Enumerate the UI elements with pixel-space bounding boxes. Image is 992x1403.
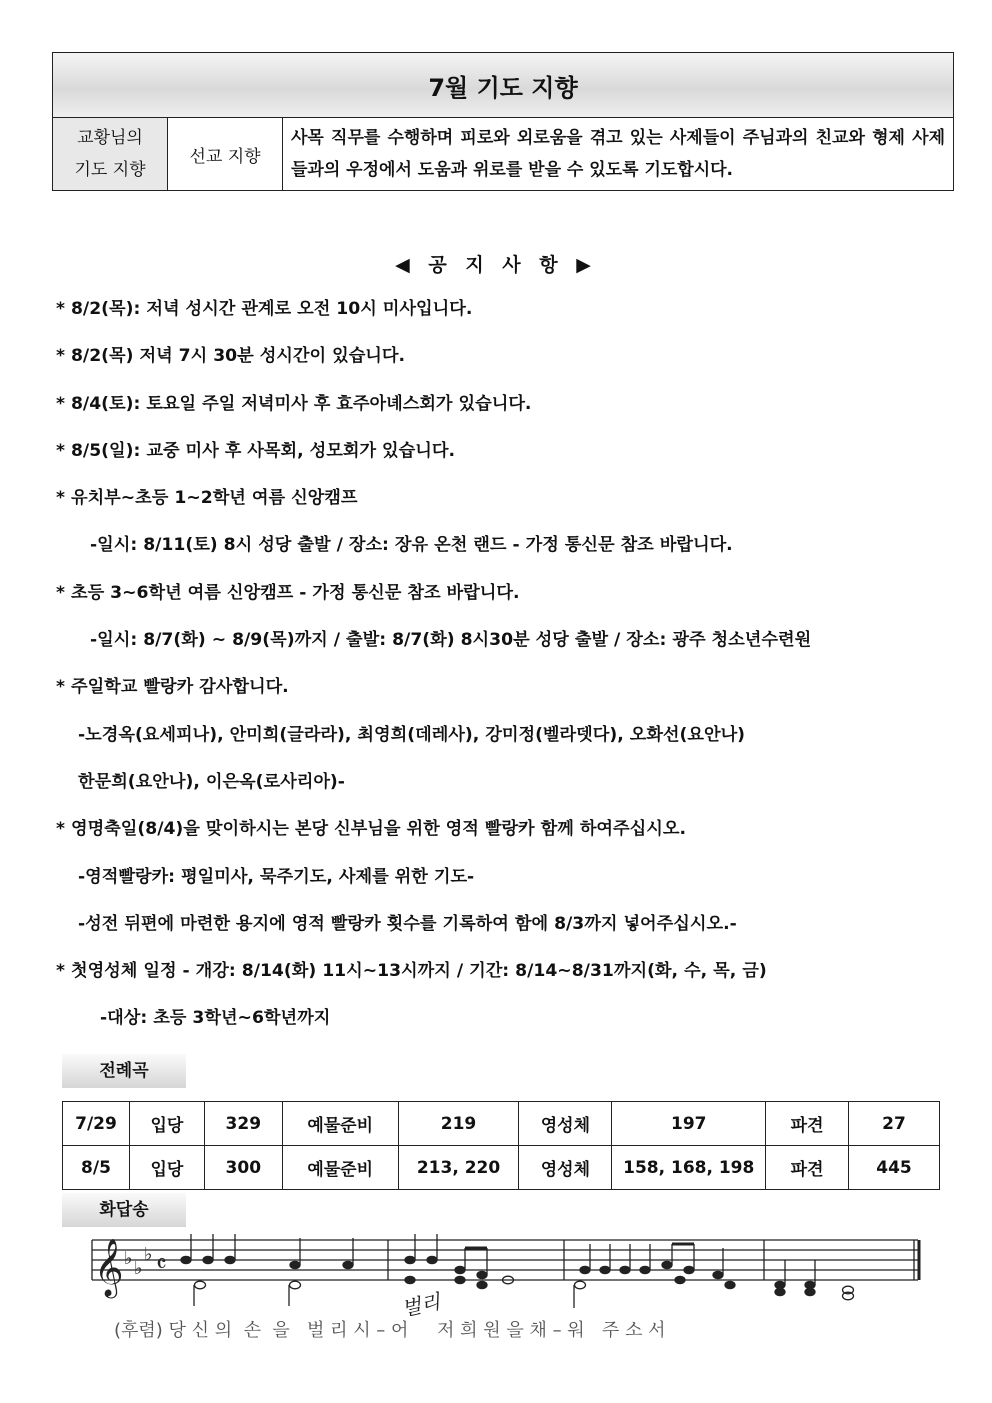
flat-icon: ♭ — [134, 1258, 143, 1279]
table-cell: 입당 — [129, 1102, 204, 1146]
psalm-score — [90, 1228, 930, 1348]
notice-list — [56, 292, 956, 1049]
psalm-section-label: 화답송 — [62, 1193, 186, 1227]
table-cell: 27 — [849, 1102, 940, 1146]
table-cell: 영성체 — [519, 1102, 612, 1146]
notice-line: * 첫영성체 일정 - 개강: 8/14(화) 11시~13시까지 / 기간: 8/14~8/31까지(화, 수, 목, 금) — [56, 961, 767, 982]
handwritten-note: 벌리 — [399, 1289, 443, 1321]
table-cell: 445 — [849, 1146, 940, 1190]
table-cell: 158, 168, 198 — [612, 1146, 766, 1190]
notice-line: * 주일학교 빨랑카 감사합니다. — [56, 677, 289, 698]
notice-line: -영적빨랑카: 평일미사, 묵주기도, 사제를 위한 기도- — [78, 866, 475, 887]
notice-line: * 8/4(토): 토요일 주일 저녁미사 후 효주아녜스회가 있습니다. — [56, 393, 532, 414]
treble-clef-icon: 𝄞 — [94, 1238, 124, 1296]
intention-text: 사목 직무를 수행하며 피로와 외로움을 겪고 있는 사제들이 주님과의 친교와 형제 사제들과의 우정에서 도움과 위로를 받을 수 있도록 기도합시다. — [283, 118, 954, 191]
notice-line: -성전 뒤편에 마련한 용지에 영적 빨랑카 횟수를 기록하여 함에 8/3까지 넣어주십시오.- — [78, 913, 737, 934]
table-cell: 영성체 — [519, 1146, 612, 1190]
psalm-lyrics: (후렴) 당 신 의 손 을 벌 리 시 – 어 저 희 원 을 채 – 워 주 소 서 — [114, 1320, 666, 1341]
notice-line: * 영명축일(8/4)을 맞이하시는 본당 신부님을 위한 영적 빨랑카 함께 하여주십시오. — [56, 819, 686, 840]
common-time-icon: 𝄴 — [156, 1250, 167, 1278]
table-row — [63, 1102, 940, 1146]
table-cell: 197 — [612, 1102, 766, 1146]
notice-line: * 8/2(목): 저녁 성시간 관계로 오전 10시 미사입니다. — [56, 299, 473, 319]
pope-intention-label: 교황님의 기도 지향 — [53, 118, 168, 191]
notice-line: -대상: 초등 3학년~6학년까지 — [100, 1008, 331, 1029]
notice-line: * 유치부~초등 1~2학년 여름 신앙캠프 — [56, 488, 358, 509]
table-cell: 329 — [204, 1102, 282, 1146]
notice-line: -일시: 8/11(토) 8시 성당 출발 / 장소: 장유 온천 랜드 - 가정 통신문 참조 바랍니다. — [90, 535, 733, 556]
flat-icon: ♭ — [124, 1248, 133, 1269]
notice-line: * 초등 3~6학년 여름 신앙캠프 - 가정 통신문 참조 바랍니다. — [56, 582, 520, 603]
table-cell: 예물준비 — [282, 1146, 398, 1190]
table-cell: 213, 220 — [398, 1146, 519, 1190]
table-cell: 219 — [398, 1102, 519, 1146]
notice-line: * 8/5(일): 교중 미사 후 사목회, 성모회가 있습니다. — [56, 440, 455, 461]
table-cell: 8/5 — [63, 1146, 130, 1190]
notice-line: -노경옥(요세피나), 안미희(글라라), 최영희(데레사), 강미정(벨라뎃다), 오화선(요안나) — [78, 724, 746, 745]
notice-line: * 8/2(목) 저녁 7시 30분 성시간이 있습니다. — [56, 346, 406, 367]
table-cell: 파견 — [766, 1102, 849, 1146]
table-cell: 7/29 — [63, 1102, 130, 1146]
flat-icon: ♭ — [144, 1244, 153, 1265]
prayer-intention-table — [52, 52, 954, 191]
mission-intention-label: 선교 지향 — [168, 118, 283, 191]
hymn-table — [62, 1101, 940, 1190]
intention-title: 7월 기도 지향 — [53, 53, 954, 118]
table-cell: 예물준비 — [282, 1102, 398, 1146]
table-cell: 파견 — [766, 1146, 849, 1190]
table-cell: 입당 — [129, 1146, 204, 1190]
hymn-section-label: 전례곡 — [62, 1054, 186, 1088]
notice-line: 한문희(요안나), 이은옥(로사리아)- — [78, 771, 345, 792]
table-cell: 300 — [204, 1146, 282, 1190]
notice-line: -일시: 8/7(화) ~ 8/9(목)까지 / 출발: 8/7(화) 8시30분 성당 출발 / 장소: 광주 청소년수련원 — [90, 630, 812, 651]
table-row — [63, 1146, 940, 1190]
notices-title: ◀ 공 지 사 항 ▶ — [395, 254, 597, 276]
